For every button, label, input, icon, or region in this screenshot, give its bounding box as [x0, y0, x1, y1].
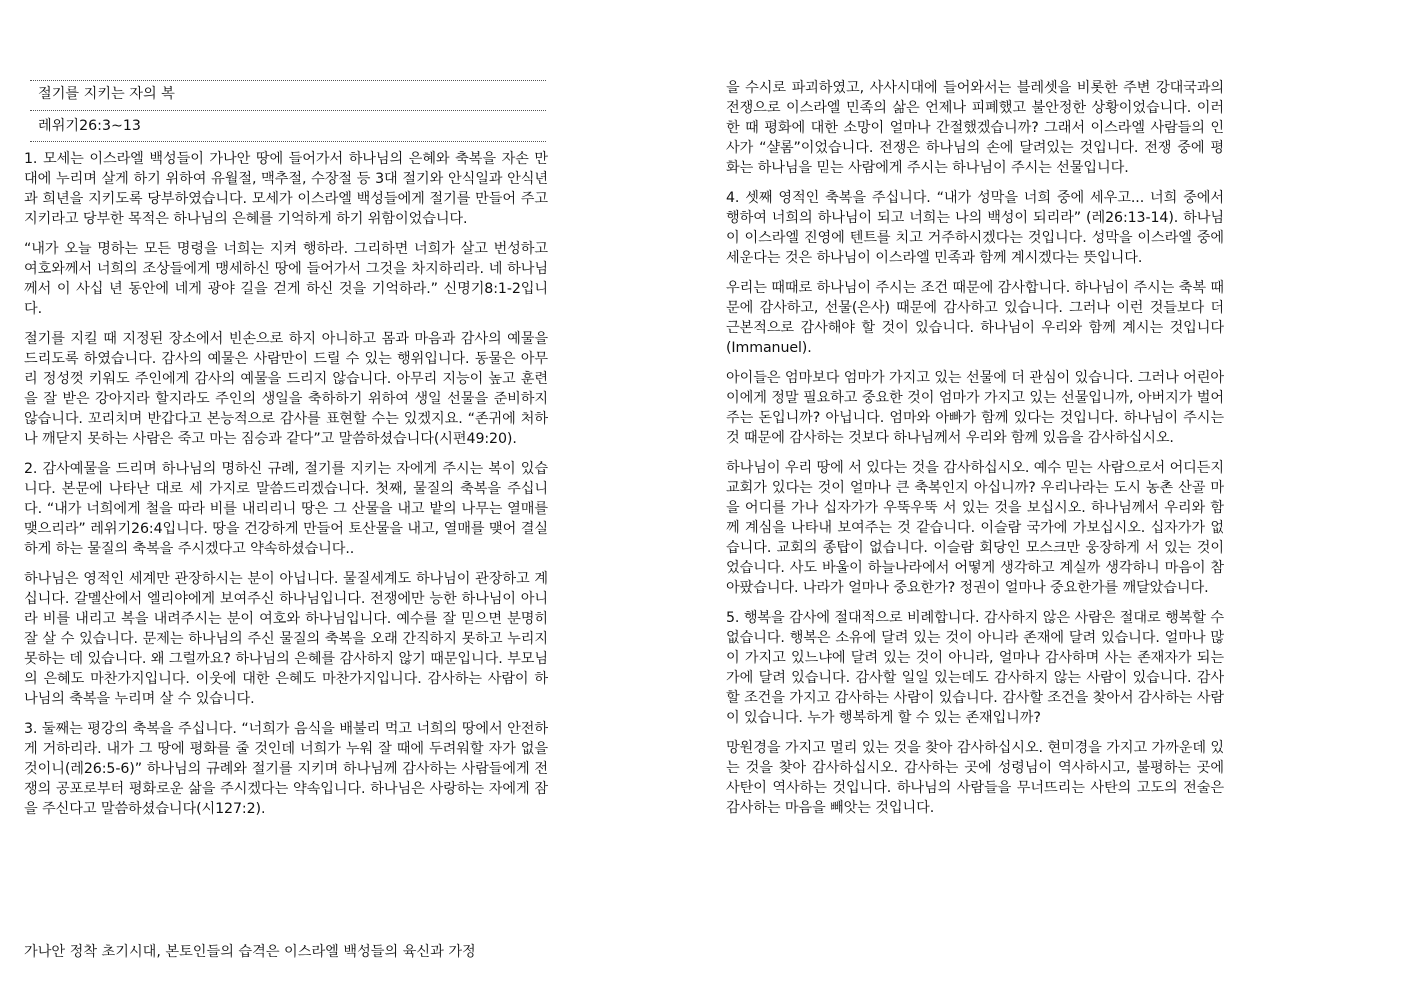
- header-top-rule: [30, 80, 546, 81]
- left-paragraph-5: 하나님은 영적인 세계만 관장하시는 분이 아닙니다. 물질세계도 하나님이 관장하고 계십니다. 갈멜산에서 엘리야에게 보여주신 하나님입니다. 전쟁에만 능한 하나님이 아니라 비를 내리고 복을 내려주시는 분이 여호와 하나님입니다. 예수를 잘 믿으면 분명히 잘 살 수 있습니다. 문제는 하나님의 주신 물질의 축복을 오래 간직하지 못하고 누리지 못하는 데 있습니다. 왜 그럴까요? 하나님의 은혜를 감사하지 않기 때문입니다. 부모님의 은혜도 마찬가지입니다. 이웃에 대한 은혜도 마찬가지입니다. 감사하는 사람이 하나님의 축복을 누리며 살 수 있습니다.: [24, 571, 548, 707]
- header-middle-rule: [30, 110, 546, 111]
- left-column: [24, 149, 548, 829]
- left-paragraph-6: 3. 둘째는 평강의 축복을 주십니다. “너희가 음식을 배불리 먹고 너희의 땅에서 안전하게 거하리라. 내가 그 땅에 평화를 줄 것인데 너희가 누워 잘 때에 두려워할 자가 없을 것이니(레26:5-6)” 하나님의 규례와 절기를 지키며 하나님께 감사하는 사람들에게 전쟁의 공포로부터 평화로운 삶을 주시겠다는 약속입니다. 하나님은 사랑하는 자에게 잠을 주신다고 말씀하셨습니다(시127:2).: [24, 721, 548, 817]
- left-column-tail-line: 가나안 정착 초기시대, 본토인들의 습격은 이스라엘 백성들의 육신과 가정: [24, 944, 476, 960]
- right-paragraph-4: 아이들은 엄마보다 엄마가 가지고 있는 선물에 더 관심이 있습니다. 그러나 어린아이에게 정말 필요하고 중요한 것이 엄마가 가지고 있는 선물입니까, 아버지가 벌어주는 돈입니까? 아닙니다. 엄마와 아빠가 함께 있다는 것입니다. 하나님이 주시는 것 때문에 감사하는 것보다 하나님께서 우리와 함께 있음을 감사하십시오.: [726, 370, 1224, 446]
- right-paragraph-7: 망원경을 가지고 멀리 있는 것을 찾아 감사하십시오. 현미경을 가지고 가까운데 있는 것을 찾아 감사하십시오. 감사하는 곳에 성령님이 역사하시고, 불평하는 곳에 사탄이 역사하는 것입니다. 하나님의 사람들을 무너뜨리는 사탄의 고도의 전술은 감사하는 마음을 빼앗는 것입니다.: [726, 740, 1224, 816]
- header-bottom-rule: [30, 141, 546, 142]
- right-paragraph-2: 4. 셋째 영적인 축복을 주십니다. “내가 성막을 너희 중에 세우고... 너희 중에서 행하여 너희의 하나님이 되고 너희는 나의 백성이 되리라” (레26:13-14). 하나님이 이스라엘 진영에 텐트를 치고 거주하시겠다는 것입니다. 성막을 이스라엘 중에 세운다는 것은 하나님이 이스라엘 민족과 함께 계시겠다는 뜻입니다.: [726, 190, 1224, 266]
- sermon-title: 절기를 지키는 자의 복: [38, 86, 175, 102]
- right-column: [726, 78, 1224, 828]
- right-paragraph-6: 5. 행복을 감사에 절대적으로 비례합니다. 감사하지 않은 사람은 절대로 행복할 수 없습니다. 행복은 소유에 달려 있는 것이 아니라 존재에 달려 있습니다. 얼마나 많이 가지고 있느냐에 달려 있는 것이 아니라, 얼마나 감사하며 사는 존재자가 되는가에 달려 있습니다. 감사할 일일 있는데도 감사하지 않는 사람이 있습니다. 감사할 조건을 가지고 감사하는 사람이 있습니다. 감사할 조건을 찾아서 감사하는 사람이 있습니다. 누가 행복하게 할 수 있는 존재입니까?: [726, 610, 1224, 726]
- left-paragraph-3: 절기를 지킬 때 지정된 장소에서 빈손으로 하지 아니하고 몸과 마음과 감사의 예물을 드리도록 하였습니다. 감사의 예물은 사람만이 드릴 수 있는 행위입니다. 동물은 아무리 정성껏 키워도 주인에게 감사의 예물을 드리지 않습니다. 아무리 지능이 높고 훈련을 잘 받은 강아지라 할지라도 주인의 생일을 축하하기 위하여 생일 선물을 준비하지 않습니다. 꼬리치며 반갑다고 본능적으로 감사를 표현할 수는 있겠지요. “존귀에 처하나 깨닫지 못하는 사람은 죽고 마는 짐승과 같다”고 말씀하셨습니다(시편49:20).: [24, 331, 548, 447]
- right-paragraph-5: 하나님이 우리 땅에 서 있다는 것을 감사하십시오. 예수 믿는 사람으로서 어디든지 교회가 있다는 것이 얼마나 큰 축복인지 아십니까? 우리나라는 도시 농촌 산골 마을 어디를 가나 십자가가 우뚝우뚝 서 있는 것을 보십시오. 하나님께서 우리와 함께 계심을 나타내 보여주는 것 같습니다. 이슬람 국가에 가보십시오. 십자가가 없습니다. 교회의 종탑이 없습니다. 이슬람 회당인 모스크만 웅장하게 서 있는 것이었습니다. 사도 바울이 하늘나라에서 어떻게 생각하고 계실까 생각하니 마음이 참 아팠습니다. 나라가 얼마나 중요한가? 정권이 얼마나 중요한가를 깨달았습니다.: [726, 460, 1224, 596]
- left-paragraph-4: 2. 감사예물을 드리며 하나님의 명하신 규례, 절기를 지키는 자에게 주시는 복이 있습니다. 본문에 나타난 대로 세 가지로 말씀드리겠습니다. 첫째, 물질의 축복을 주십니다. “내가 너희에게 철을 따라 비를 내리리니 땅은 그 산물을 내고 밭의 나무는 열매를 맺으리라” 레위기26:4입니다. 땅을 건강하게 만들어 토산물을 내고, 열매를 맺어 결실하게 하는 물질의 축복을 주시겠다고 약속하셨습니다..: [24, 461, 548, 557]
- left-paragraph-1: 1. 모세는 이스라엘 백성들이 가나안 땅에 들어가서 하나님의 은혜와 축복을 자손 만대에 누리며 살게 하기 위하여 유월절, 맥추절, 수장절 등 3대 절기와 안식일과 안식년과 희년을 지키도록 당부하였습니다. 모세가 이스라엘 백성들에게 절기를 만들어 주고 지키라고 당부한 목적은 하나님의 은혜를 기억하게 하기 위함이었습니다.: [24, 151, 548, 227]
- scripture-reference: 레위기26:3∼13: [38, 118, 141, 134]
- left-paragraph-2: “내가 오늘 명하는 모든 명령을 너희는 지켜 행하라. 그리하면 너희가 살고 번성하고 여호와께서 너희의 조상들에게 맹세하신 땅에 들어가서 그것을 차지하리라. 네 하나님께서 이 사십 년 동안에 네게 광야 길을 걷게 하신 것을 기억하라.” 신명기8:1-2입니다.: [24, 241, 548, 317]
- right-paragraph-3: 우리는 때때로 하나님이 주시는 조건 때문에 감사합니다. 하나님이 주시는 축복 때문에 감사하고, 선물(은사) 때문에 감사하고 있습니다. 그러나 이런 것들보다 더 근본적으로 감사해야 할 것이 있습니다. 하나님이 우리와 함께 계시는 것입니다(Immanuel).: [726, 280, 1224, 356]
- right-paragraph-1: 을 수시로 파괴하였고, 사사시대에 들어와서는 블레셋을 비롯한 주변 강대국과의 전쟁으로 이스라엘 민족의 삶은 언제나 피폐했고 불안정한 상황이었습니다. 이러한 때 평화에 대한 소망이 얼마나 간절했겠습니까? 그래서 이스라엘 사람들의 인사가 “샬롬”이었습니다. 전쟁은 하나님의 손에 달려있는 것입니다. 전쟁 중에 평화는 하나님을 믿는 사람에게 주시는 하나님이 주시는 선물입니다.: [726, 80, 1224, 176]
